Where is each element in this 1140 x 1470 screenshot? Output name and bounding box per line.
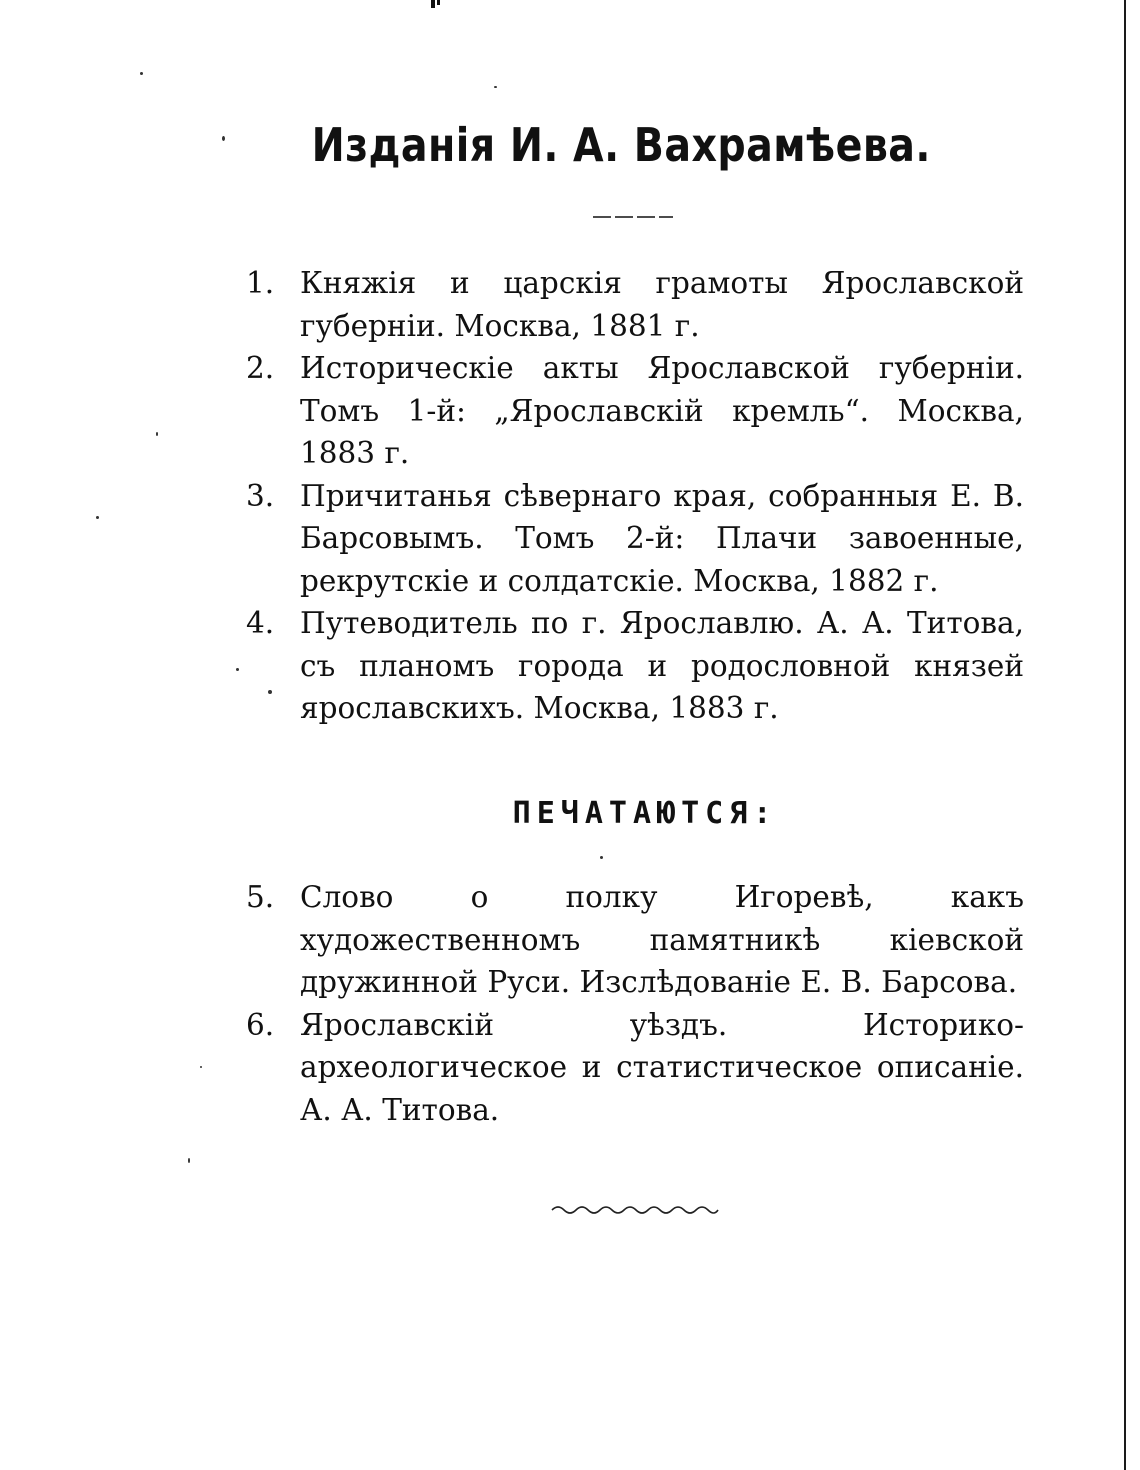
ink-speck — [222, 136, 225, 141]
item-number: 1. — [246, 266, 275, 300]
list-item — [246, 347, 1024, 475]
list-item — [246, 876, 1024, 1004]
list-item — [246, 262, 1024, 347]
item-number: 3. — [246, 478, 275, 513]
item-text: Историческіе акты Ярославской губерніи. Томъ 1-й: „Ярославскій кремль“. Москва, 1883 г. — [300, 351, 1024, 470]
item-number: 2. — [246, 351, 275, 385]
item-text: Княжія и царскія грамоты Ярославской губерніи. Москва, 1881 г. — [300, 266, 1024, 343]
forthcoming-heading: ПЕЧАТАЮТСЯ: — [512, 796, 778, 831]
item-number: 6. — [246, 1007, 275, 1042]
title-divider — [593, 216, 673, 218]
item-text: Путеводитель по г. Ярославлю. А. А. Титова, съ планомъ города и родословной князей ярославскихъ. Москва, 1883 г. — [300, 606, 1024, 725]
ink-speck — [96, 516, 99, 519]
item-text: Слово о полку Игоревѣ, какъ художественномъ памятникѣ кіевской дружинной Руси. Изслѣдованіе Е. В. Барсова. — [300, 880, 1024, 999]
top-ink-mark — [428, 0, 442, 10]
ink-speck — [156, 432, 158, 436]
end-ornament — [548, 1200, 722, 1218]
list-item — [246, 602, 1024, 730]
ink-speck — [268, 690, 272, 694]
ink-speck — [600, 856, 603, 859]
list-item — [246, 475, 1024, 603]
ink-speck — [200, 1066, 202, 1068]
item-text: Ярославскій уѣздъ. Историко-археологическое и статистическое описаніе. А. А. Титова. — [300, 1007, 1024, 1127]
ink-speck — [140, 72, 143, 75]
ink-speck — [188, 1158, 190, 1163]
published-list — [246, 262, 1024, 730]
ink-speck — [236, 668, 239, 671]
item-number: 4. — [246, 606, 275, 640]
forthcoming-list — [246, 876, 1024, 1131]
page-edge-line — [1124, 0, 1126, 1470]
ink-speck — [494, 86, 497, 88]
item-text: Причитанья сѣвернаго края, собранныя Е. В. Барсовымъ. Томъ 2-й: Плачи завоенные, рекрутскіе и солдатскіе. Москва, 1882 г. — [300, 478, 1024, 598]
page-title: Изданія И. А. Вахрамѣева. — [311, 118, 931, 172]
item-number: 5. — [246, 880, 275, 914]
list-item — [246, 1004, 1024, 1132]
